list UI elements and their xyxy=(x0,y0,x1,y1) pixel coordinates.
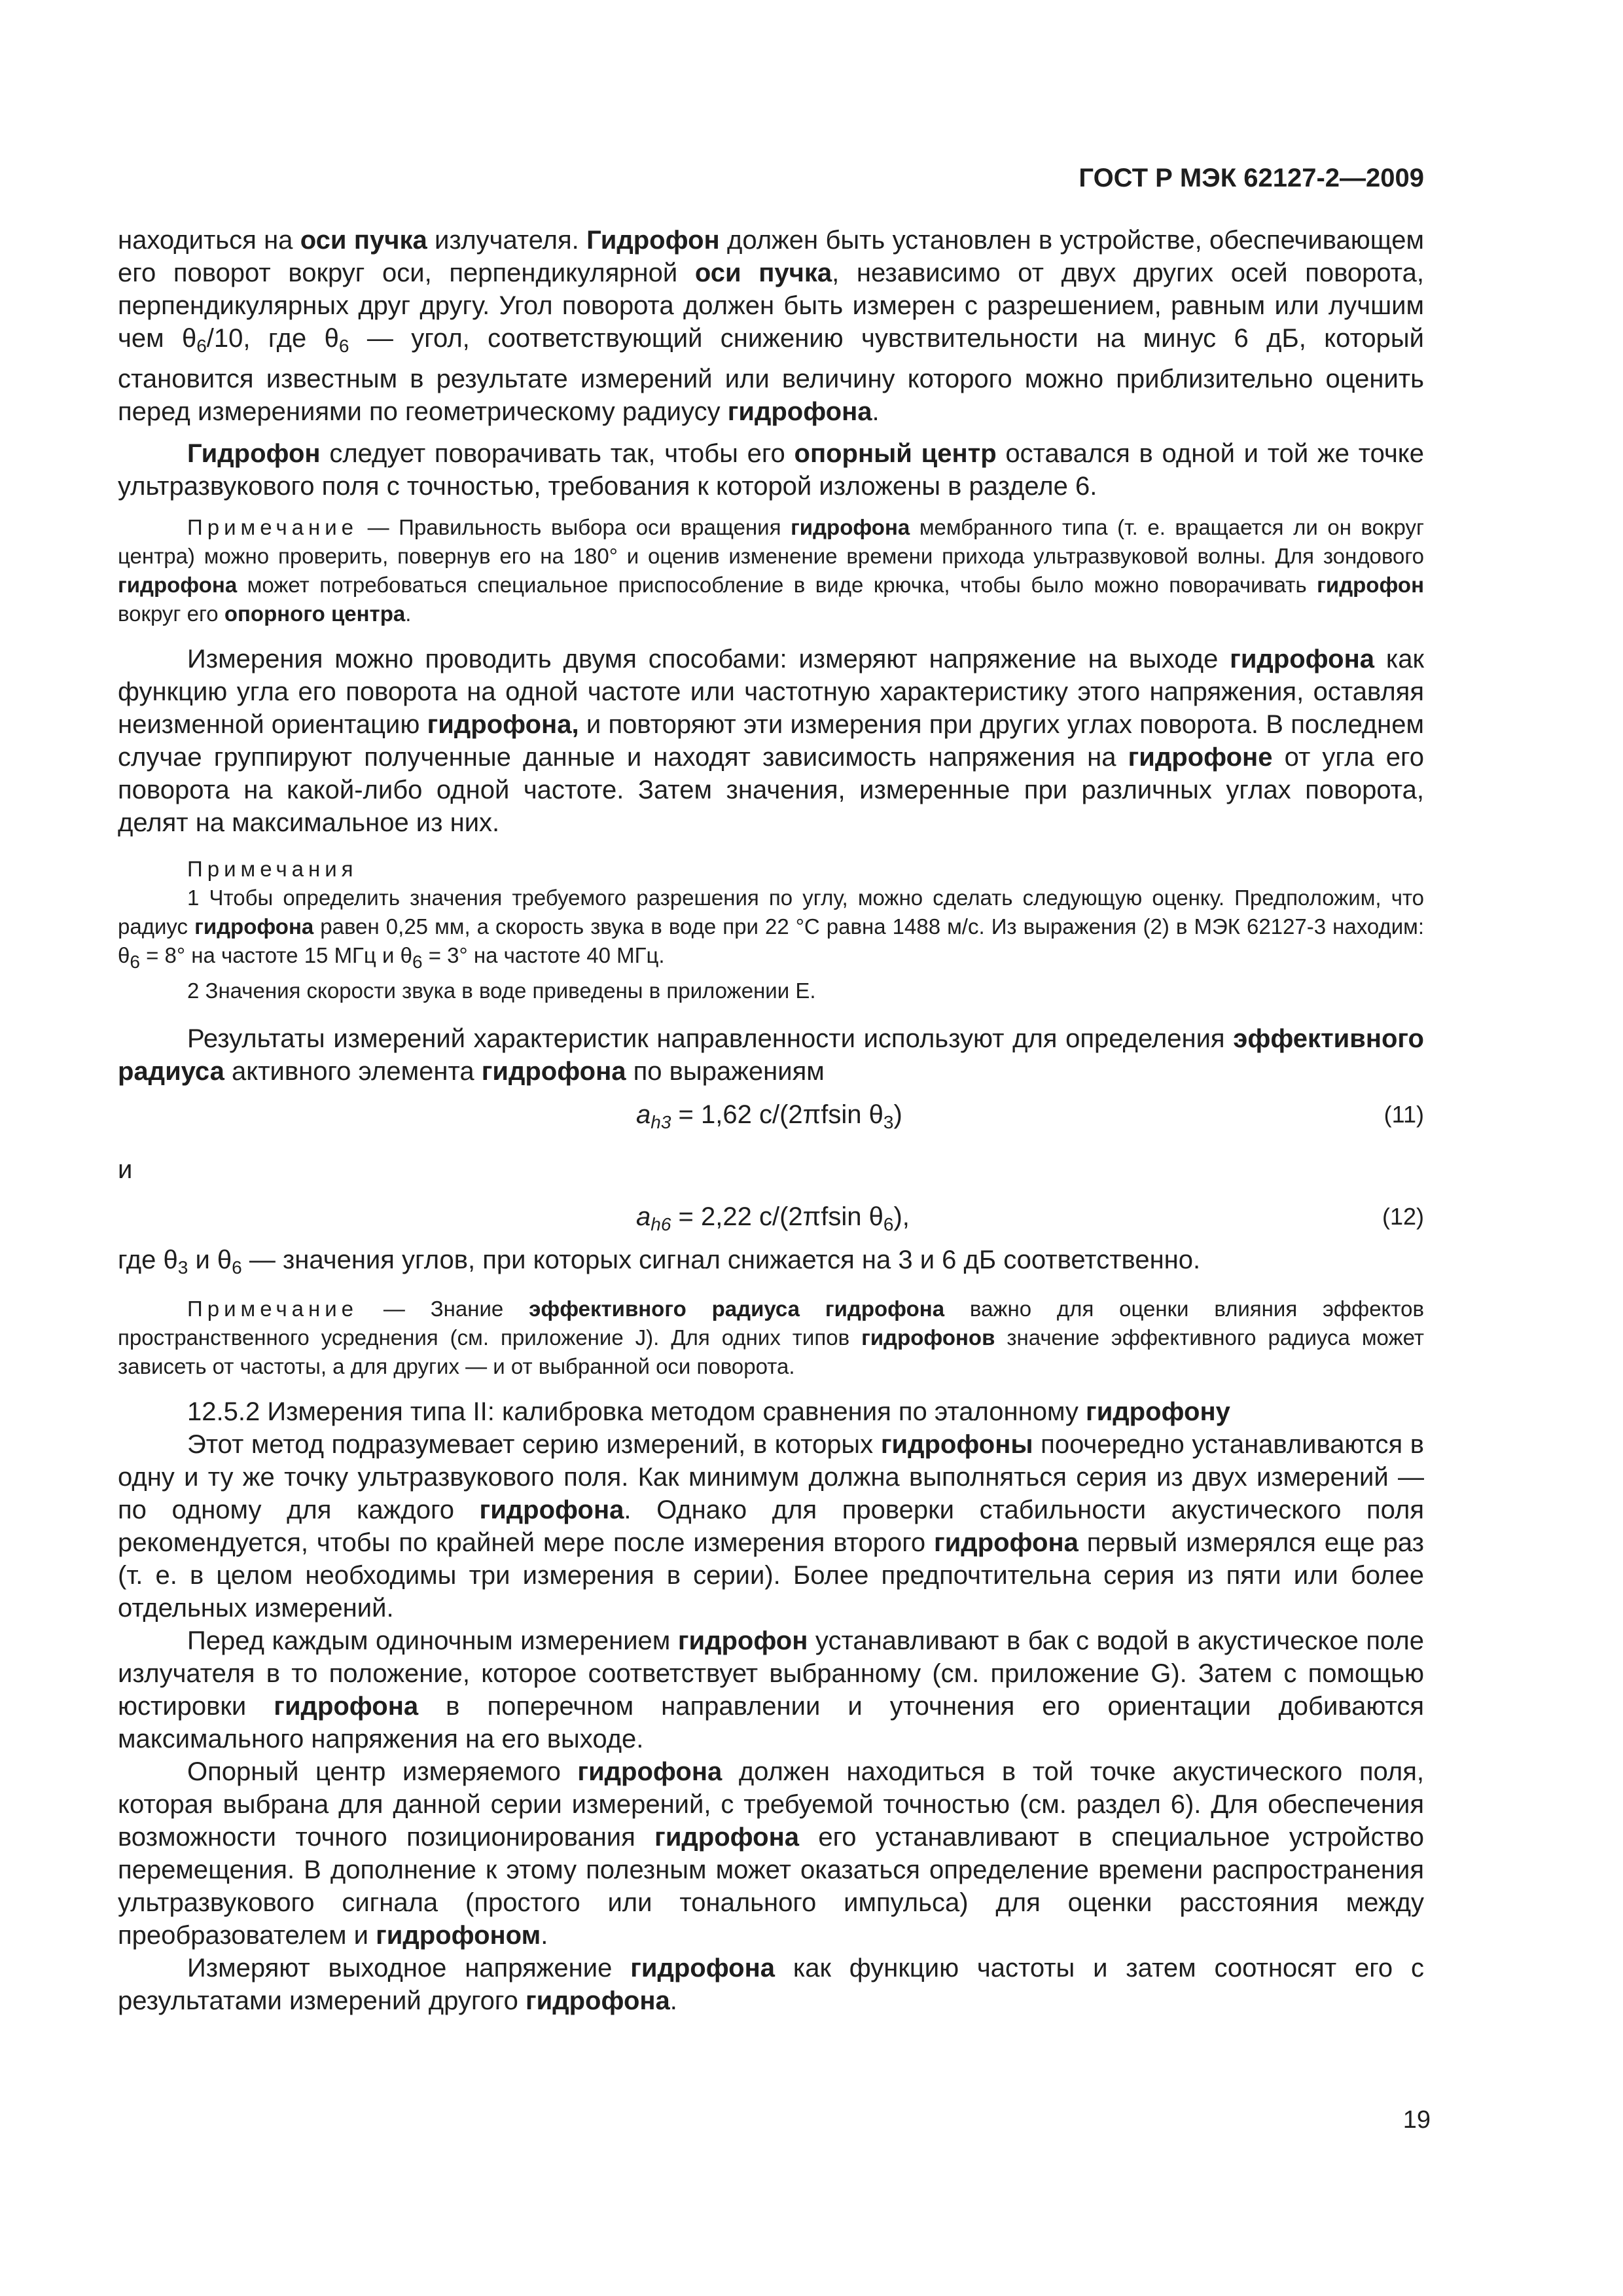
bold-term: гидрофону xyxy=(1086,1397,1230,1426)
text-run: должен быть установлен в устройстве, обеспечивающем его поворот вокруг оси, перпендикулярной xyxy=(118,226,1424,287)
paragraph xyxy=(118,1022,1424,1088)
text-run: находиться на xyxy=(118,226,300,255)
bold-term: гидрофона xyxy=(654,1823,799,1852)
bold-term: гидрофона xyxy=(479,1496,624,1524)
text-run: ) xyxy=(893,1100,902,1129)
paragraph xyxy=(118,1624,1424,1755)
text-run: — значения углов, при которых сигнал снижается на 3 и 6 дБ соответственно. xyxy=(241,1246,1201,1274)
text-run: Измеряют выходное напряжение xyxy=(187,1954,631,1982)
text-run: . xyxy=(405,601,412,626)
text-run: значение эффективного радиуса может зависеть от частоты, а для других — и от выбранной оси поворота. xyxy=(118,1325,1424,1378)
bold-term: гидрофона xyxy=(1230,645,1374,673)
text-run: в поперечном направлении и уточнения его ориентации добиваются максимального напряжения на его выходе. xyxy=(118,1692,1424,1753)
bold-term: гидрофона xyxy=(481,1057,626,1086)
bold-term: гидрофона xyxy=(194,914,314,939)
bold-term: гидрофон xyxy=(1317,573,1424,597)
formula-number: (11) xyxy=(1383,1101,1424,1128)
text-run: оставался в одной и той же точке ультразвукового поля с точностью, требования к которой изложены в разделе 6. xyxy=(118,439,1424,501)
bold-term: оси пучка xyxy=(300,226,427,255)
text-run: важно для оценки влияния эффектов пространственного усреднения (см. приложение J). Для одних типов xyxy=(118,1297,1424,1350)
bold-term: гидрофона xyxy=(791,515,910,539)
bold-term: опорный центр xyxy=(794,439,997,468)
notes-heading: Примечания xyxy=(187,857,358,881)
bold-term: Гидрофон xyxy=(586,226,720,255)
text-run: sin θ xyxy=(828,1202,883,1231)
subscript: 3 xyxy=(883,1112,894,1132)
text-run: /10, где θ xyxy=(206,324,339,353)
bold-term: эффективного радиуса xyxy=(118,1024,1424,1086)
subscript: 6 xyxy=(412,952,423,972)
paragraph xyxy=(118,643,1424,839)
text-run: первый измерялся еще раз (т. е. в целом необходимы три измерения в серии). Более предпочтительна серия из пяти или более отдельных измерений. xyxy=(118,1528,1425,1623)
text-run: = 1,62 c/(2πf xyxy=(671,1100,829,1129)
text-run: вокруг его xyxy=(118,601,224,626)
text-run: sin θ xyxy=(828,1100,883,1129)
text-run: 2 Значения скорости звука в воде приведены в приложении Е. xyxy=(187,978,816,1003)
text-run: . xyxy=(669,1986,677,2015)
bold-term: гидрофона xyxy=(577,1757,722,1786)
text-run: — Знание xyxy=(358,1297,529,1321)
subscript: h6 xyxy=(651,1214,671,1234)
conjunction: и xyxy=(118,1155,133,1184)
text-run: Измерения можно проводить двумя способами: измеряют напряжение на выходе xyxy=(187,645,1230,673)
bold-term: гидрофоном xyxy=(376,1921,541,1950)
subscript: 6 xyxy=(232,1257,242,1278)
bold-term: эффективного радиуса гидрофона xyxy=(529,1297,945,1321)
text-run: устанавливают в бак с водой в акустическое поле излучателя в то положение, которое соответствует выбранному (см. приложение G). Затем с помощью юстировки xyxy=(118,1626,1424,1721)
bold-term: гидрофонов xyxy=(861,1325,995,1350)
text-run: поочередно устанавливаются в одну и ту же точку ультразвукового поля. Как минимум должна выполняться серия из двух измерений — по одному для каждого xyxy=(118,1430,1424,1524)
page-number: 19 xyxy=(1402,2106,1431,2134)
subscript: 6 xyxy=(883,1214,894,1234)
text-run: где θ xyxy=(118,1246,178,1274)
note-label: Примечание xyxy=(187,1297,359,1321)
text-run: = 3° на частоте 40 МГц. xyxy=(422,943,665,967)
text-run: 1 Чтобы определить значения требуемого разрешения по углу, можно сделать следующую оценку. Предположим, что радиус xyxy=(118,886,1424,939)
bold-term: гидрофона xyxy=(727,397,872,426)
note xyxy=(118,513,1424,628)
bold-term: гидрофона, xyxy=(427,710,579,739)
formula-expression xyxy=(636,1200,910,1241)
text-run: как функцию угла его поворота на одной частоте или частотную характеристику этого напряжения, оставляя неизменной ориентацию xyxy=(118,645,1424,739)
bold-term: гидрофон xyxy=(677,1626,808,1655)
text-run: должен находиться в той точке акустического поля, которая выбрана для данной серии измерений, с требуемой точностью (см. раздел 6). Для обеспечения возможности точного позиционирования xyxy=(118,1757,1424,1852)
text-run: Перед каждым одиночным измерением xyxy=(187,1626,678,1655)
text-run: мембранного типа (т. е. вращается ли он вокруг центра) можно проверить, повернув его на 180° и оценив изменение времени прихода ультразвуковой волны. Для зондового xyxy=(118,515,1424,568)
bold-term: гидрофона xyxy=(274,1692,419,1721)
text-run: Этот метод подразумевает серию измерений, в которых xyxy=(187,1430,881,1459)
text-run: следует поворачивать так, чтобы его xyxy=(320,439,794,468)
text-run: ), xyxy=(893,1202,910,1231)
text-run: и θ xyxy=(188,1246,232,1274)
subscript: 6 xyxy=(130,952,140,972)
formula-11 xyxy=(118,1088,1424,1141)
bold-term: гидрофона xyxy=(630,1954,776,1982)
text-run: — Правильность выбора оси вращения xyxy=(358,515,791,539)
text-run: , независимо от двух других осей поворота, перпендикулярных друг другу. Угол поворота должен быть измерен с разрешением, равным или лучшим чем θ xyxy=(118,259,1425,353)
notes-block xyxy=(118,855,1424,1005)
bold-term: оси пучка xyxy=(694,259,832,287)
note-item xyxy=(118,977,1424,1005)
text-run: 12.5.2 Измерения типа II: калибровка методом сравнения по эталонному xyxy=(187,1397,1086,1426)
bold-term: гидрофона xyxy=(118,573,238,597)
text-run: — угол, соответствующий снижению чувствительности на минус 6 дБ, который становится известным в результате измерений или величину которого можно приблизительно оценить перед измерениями по геометрическому радиусу xyxy=(118,324,1424,426)
text-run: . xyxy=(872,397,880,426)
paragraph xyxy=(118,1428,1424,1624)
paragraph xyxy=(118,437,1424,503)
document-code-header: ГОСТ Р МЭК 62127-2—2009 xyxy=(1079,164,1424,192)
text-run: . Однако для проверки стабильности акустического поля рекомендуется, чтобы по крайней мере после измерения второго xyxy=(118,1496,1424,1557)
text-run: и повторяют эти измерения при других углах поворота. В последнем случае группируют полученные данные и находят зависимость напряжения на xyxy=(118,710,1424,772)
text-run: Опорный центр измеряемого xyxy=(187,1757,578,1786)
text-run: = 2,22 c/(2πf xyxy=(671,1202,829,1231)
text-run: от угла его поворота на какой-либо одной частоте. Затем значения, измеренные при различных углах поворота, делят на максимальное из них. xyxy=(118,743,1425,837)
note xyxy=(118,1295,1424,1381)
section-heading xyxy=(118,1395,1424,1428)
text-run: a xyxy=(636,1100,651,1129)
bold-term: опорного центра xyxy=(224,601,406,626)
text-run: активного элемента xyxy=(224,1057,482,1086)
text-run: как функцию частоты и затем соотносят его с результатами измерений другого xyxy=(118,1954,1424,2015)
text-run: по выражениям xyxy=(626,1057,825,1086)
bold-term: гидрофоны xyxy=(880,1430,1033,1459)
note-item xyxy=(118,884,1424,977)
text-run: равен 0,25 мм, а скорость звука в воде при 22 °С равна 1488 м/с. Из выражения (2) в МЭК 62127-3 находим: θ xyxy=(118,914,1424,967)
text-run: . xyxy=(541,1921,548,1950)
text-run: излучателя. xyxy=(427,226,587,255)
page-body xyxy=(118,224,1424,2017)
text-run: его устанавливают в специальное устройство перемещения. В дополнение к этому полезным может оказаться определение времени распространения ультразвукового сигнала (простого или тонального импульса) для оценки расстояния между преобразователем и xyxy=(118,1823,1424,1950)
subscript: h3 xyxy=(651,1112,671,1132)
bold-term: гидрофоне xyxy=(1128,743,1273,772)
paragraph xyxy=(118,1952,1424,2017)
text-run: может потребоваться специальное приспособление в виде крючка, чтобы было можно поворачивать xyxy=(237,573,1317,597)
paragraph xyxy=(118,224,1424,428)
paragraph xyxy=(118,1244,1424,1284)
text-run: Результаты измерений характеристик направленности используют для определения xyxy=(187,1024,1234,1053)
bold-term: гидрофона xyxy=(934,1528,1079,1557)
note-label: Примечание xyxy=(187,515,359,539)
subscript: 6 xyxy=(338,336,349,356)
formula-expression xyxy=(636,1098,902,1139)
formula-12 xyxy=(118,1190,1424,1244)
subscript: 6 xyxy=(196,336,207,356)
subscript: 3 xyxy=(177,1257,188,1278)
text-run: = 8° на частоте 15 МГц и θ xyxy=(139,943,412,967)
bold-term: гидрофона xyxy=(525,1986,670,2015)
formula-number: (12) xyxy=(1382,1203,1424,1230)
text-run: a xyxy=(636,1202,651,1231)
paragraph xyxy=(118,1755,1424,1952)
bold-term: Гидрофон xyxy=(187,439,321,468)
